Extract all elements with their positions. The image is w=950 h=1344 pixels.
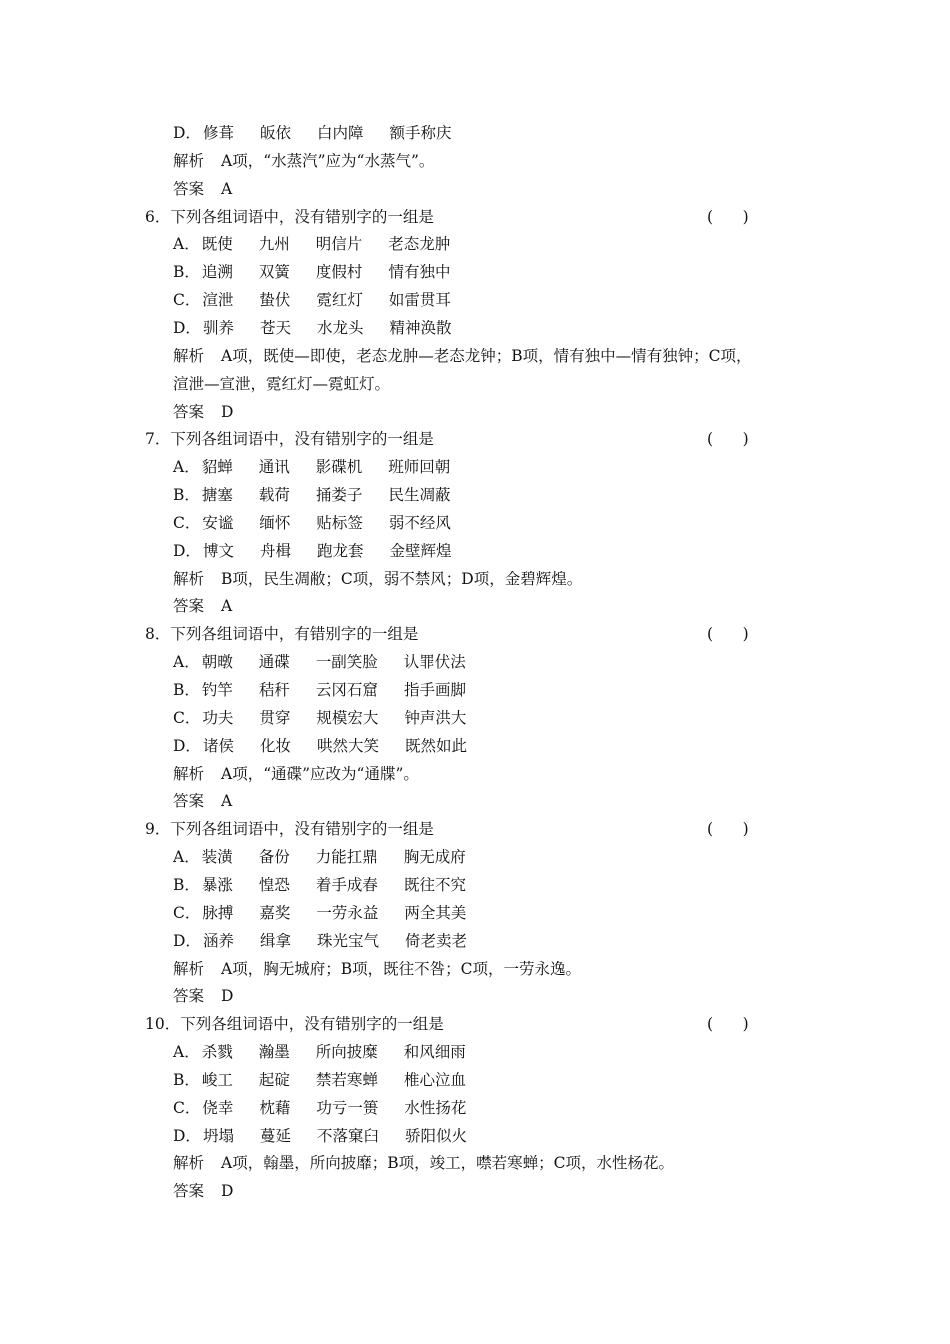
option-word: 着手成春: [315, 875, 378, 894]
option-word: 力能扛鼎: [315, 848, 378, 867]
question-number: 6．: [145, 207, 171, 226]
answer-line: [173, 1180, 233, 1202]
answer-option: [173, 679, 492, 701]
analysis-label: 解析: [173, 346, 205, 365]
analysis-line: [173, 958, 581, 980]
option-label: D．: [173, 124, 201, 142]
option-word: 缅怀: [259, 513, 291, 532]
option-word: 所向披糜: [315, 1043, 378, 1062]
option-word: 既使: [201, 235, 233, 254]
option-label: D．: [173, 318, 201, 337]
option-label: A．: [173, 1043, 200, 1062]
answer-bracket: ( ): [707, 430, 749, 449]
option-label: C．: [173, 291, 201, 310]
question-stem: [145, 206, 749, 228]
option-word: 功夫: [202, 708, 234, 727]
option-word: 老态龙肿: [388, 235, 451, 254]
option-word: 钟声洪大: [404, 708, 467, 727]
option-word: 弱不经风: [388, 513, 451, 532]
answer-value: A: [221, 179, 233, 198]
option-word: 胸无成府: [403, 848, 466, 867]
analysis-text: A项，“水蒸汽”应为“水蒸气”。: [221, 151, 435, 170]
answer-line: [173, 595, 232, 617]
option-word: 载荷: [258, 486, 290, 505]
option-word: 驯养: [202, 318, 234, 337]
analysis-line: [173, 150, 434, 172]
answer-value: A: [221, 597, 233, 616]
analysis-label: 解析: [173, 959, 205, 978]
answer-bracket: ( ): [707, 1015, 749, 1034]
answer-option: [173, 1069, 492, 1091]
option-word: 脉搏: [202, 903, 234, 922]
option-label: B．: [173, 486, 200, 505]
question-stem: [145, 623, 749, 645]
option-label: A．: [173, 653, 200, 672]
answer-option: [173, 707, 492, 729]
option-word: 坍塌: [202, 1126, 234, 1145]
option-label: C．: [173, 708, 201, 727]
question-text: 下列各组词语中，没有错别字的一组是: [170, 207, 434, 226]
option-word: 禁若寒蝉: [315, 1070, 378, 1089]
option-word: 云冈石窟: [315, 681, 378, 699]
option-label: B．: [173, 875, 200, 894]
answer-option: [173, 1097, 492, 1119]
answer-option: [173, 289, 477, 311]
answer-option: [173, 735, 493, 757]
analysis-text: A项，翰墨，所向披靡；B项，竣工，噤若寒蝉；C项，水性杨花。: [221, 1154, 674, 1173]
option-word: 秸秆: [258, 681, 290, 699]
answer-value: D: [221, 987, 234, 1006]
option-label: B．: [173, 1070, 200, 1089]
option-word: 备份: [258, 848, 290, 867]
option-word: 规模宏大: [316, 708, 379, 727]
option-word: 起碇: [258, 1070, 290, 1089]
option-word: 搪塞: [201, 486, 233, 505]
option-label: D．: [173, 1126, 201, 1145]
answer-option: [173, 261, 476, 283]
answer-option: [173, 930, 493, 952]
question-number: 10．: [145, 1015, 181, 1034]
option-word: 渲泄: [202, 291, 234, 310]
option-word: 不落窠臼: [316, 1126, 379, 1145]
answer-bracket: ( ): [707, 207, 749, 226]
question-number: 7．: [145, 430, 171, 449]
answer-label: 答案: [173, 402, 205, 421]
option-word: 涵养: [202, 931, 234, 950]
analysis-label: 解析: [173, 569, 205, 588]
option-word: 杀戮: [201, 1043, 233, 1062]
option-word: 捅娄子: [315, 486, 363, 505]
option-word: 追溯: [201, 263, 233, 282]
answer-option: [173, 846, 492, 868]
option-word: 装潢: [201, 848, 233, 867]
answer-option: [173, 651, 492, 673]
option-word: 跑龙套: [316, 541, 364, 560]
option-label: D．: [173, 541, 201, 560]
question-text: 下列各组词语中，有错别字的一组是: [170, 625, 419, 644]
analysis-text: 渲泄—宣泄，霓红灯—霓虹灯。: [173, 374, 391, 393]
option-word: 博文: [202, 541, 234, 560]
option-word: 峻工: [201, 1070, 233, 1089]
option-label: D．: [173, 736, 201, 755]
option-word: 哄然大笑: [316, 736, 379, 755]
option-word: 枕藉: [259, 1098, 291, 1117]
option-label: C．: [173, 1098, 201, 1117]
option-label: A．: [173, 458, 200, 477]
option-word: 侥幸: [202, 1098, 234, 1117]
analysis-line: [173, 763, 419, 785]
option-label: A．: [173, 848, 200, 867]
answer-line: [173, 790, 232, 812]
option-word: 化妆: [259, 736, 291, 755]
option-word: 霓红灯: [316, 291, 363, 310]
option-word: 双簧: [258, 263, 290, 282]
answer-value: A: [221, 792, 233, 811]
option-word: 瀚墨: [258, 1043, 290, 1062]
question-text: 下列各组词语中，没有错别字的一组是: [170, 820, 434, 839]
answer-option: [173, 317, 478, 339]
option-word: 情有独中: [388, 263, 451, 282]
analysis-line: [173, 568, 582, 590]
option-word: 蔓延: [259, 1126, 291, 1145]
option-word: 水龙头: [316, 318, 364, 337]
option-label: C．: [173, 903, 201, 922]
option-word: 九州: [258, 235, 290, 254]
answer-option: [173, 902, 492, 924]
option-word: 安谧: [202, 513, 234, 532]
option-word: 诸侯: [202, 736, 234, 755]
option-word: 惶恐: [258, 875, 290, 894]
answer-line: [173, 985, 233, 1007]
option-word: 民生凋蔽: [388, 486, 451, 505]
analysis-text: A项，胸无城府；B项，既往不咎；C项，一劳永逸。: [221, 959, 581, 978]
option-word: 既然如此: [404, 736, 467, 755]
option-word: 苍天: [259, 318, 291, 337]
option-word: 舟楫: [259, 541, 291, 560]
option-label: C．: [173, 513, 201, 532]
option-word: 珠光宝气: [316, 931, 379, 950]
question-text: 下列各组词语中，没有错别字的一组是: [180, 1015, 444, 1034]
option-word: 额手称庆: [389, 124, 452, 142]
question-text: 下列各组词语中，没有错别字的一组是: [170, 430, 434, 449]
option-word: 两全其美: [404, 903, 467, 922]
option-word: 通碟: [258, 653, 290, 672]
option-word: 既往不究: [403, 875, 466, 894]
answer-value: D: [221, 1182, 234, 1201]
option-word: 嘉奖: [259, 903, 291, 922]
option-word: 贴标签: [316, 513, 363, 532]
answer-label: 答案: [173, 179, 205, 198]
answer-option: [173, 1125, 493, 1147]
answer-bracket: ( ): [707, 625, 749, 644]
answer-label: 答案: [173, 987, 205, 1006]
option-word: 一劳永益: [316, 903, 379, 922]
option-word: 白内障: [316, 124, 364, 142]
option-word: 皈依: [259, 124, 291, 142]
option-word: 一副笑脸: [315, 653, 378, 672]
analysis-label: 解析: [173, 764, 205, 783]
option-word: 朝暾: [201, 653, 233, 672]
option-word: 如雷贯耳: [388, 291, 451, 310]
option-word: 认罪伏法: [403, 653, 466, 672]
option-label: B．: [173, 263, 200, 282]
option-word: 钓竿: [201, 681, 233, 699]
answer-option: [173, 1041, 492, 1063]
option-word: 精神涣散: [389, 318, 452, 337]
question-stem: [145, 428, 749, 450]
option-word: 和风细雨: [403, 1043, 466, 1062]
analysis-continuation: [173, 373, 390, 395]
option-word: 修葺: [202, 124, 234, 142]
answer-label: 答案: [173, 597, 205, 616]
answer-option: [173, 122, 478, 144]
question-stem: [145, 818, 749, 840]
option-word: 金壁辉煌: [389, 541, 452, 560]
option-word: 度假村: [315, 263, 363, 282]
question-stem: [145, 1013, 749, 1035]
answer-option: [173, 233, 476, 255]
option-word: 影碟机: [315, 458, 363, 477]
option-word: 蛰伏: [259, 291, 291, 310]
option-word: 缉拿: [259, 931, 291, 950]
analysis-text: B项，民生凋敝；C项，弱不禁风；D项，金碧辉煌。: [221, 569, 583, 588]
answer-line: [173, 178, 232, 200]
option-word: 水性扬花: [404, 1098, 467, 1117]
option-word: 明信片: [315, 235, 363, 254]
analysis-text: A项，既使—即使，老态龙肿—老态龙钟；B项，情有独中—情有独钟；C项，: [221, 346, 752, 365]
question-number: 9．: [145, 820, 171, 839]
option-word: 功亏一篑: [316, 1098, 379, 1117]
option-label: B．: [173, 681, 200, 699]
option-word: 椎心泣血: [403, 1070, 466, 1089]
option-word: 贯穿: [259, 708, 291, 727]
option-word: 指手画脚: [403, 681, 466, 699]
analysis-label: 解析: [173, 151, 205, 170]
answer-option: [173, 484, 476, 506]
answer-label: 答案: [173, 1182, 205, 1201]
answer-bracket: ( ): [707, 820, 749, 839]
analysis-line: [173, 345, 751, 367]
answer-option: [173, 456, 476, 478]
option-word: 倚老卖老: [404, 931, 467, 950]
answer-label: 答案: [173, 792, 205, 811]
question-number: 8．: [145, 625, 171, 644]
option-word: 暴涨: [201, 875, 233, 894]
analysis-line: [173, 1152, 674, 1174]
answer-value: D: [221, 402, 234, 421]
option-word: 骄阳似火: [404, 1126, 467, 1145]
option-label: D．: [173, 931, 201, 950]
option-word: 貂蝉: [201, 458, 233, 477]
option-word: 通讯: [258, 458, 290, 477]
answer-option: [173, 540, 478, 562]
option-label: A．: [173, 235, 200, 254]
answer-line: [173, 401, 233, 423]
option-word: 班师回朝: [388, 458, 451, 477]
analysis-text: A项，“通碟”应改为“通牒”。: [221, 764, 419, 783]
answer-option: [173, 874, 492, 896]
answer-option: [173, 512, 477, 534]
analysis-label: 解析: [173, 1154, 205, 1173]
